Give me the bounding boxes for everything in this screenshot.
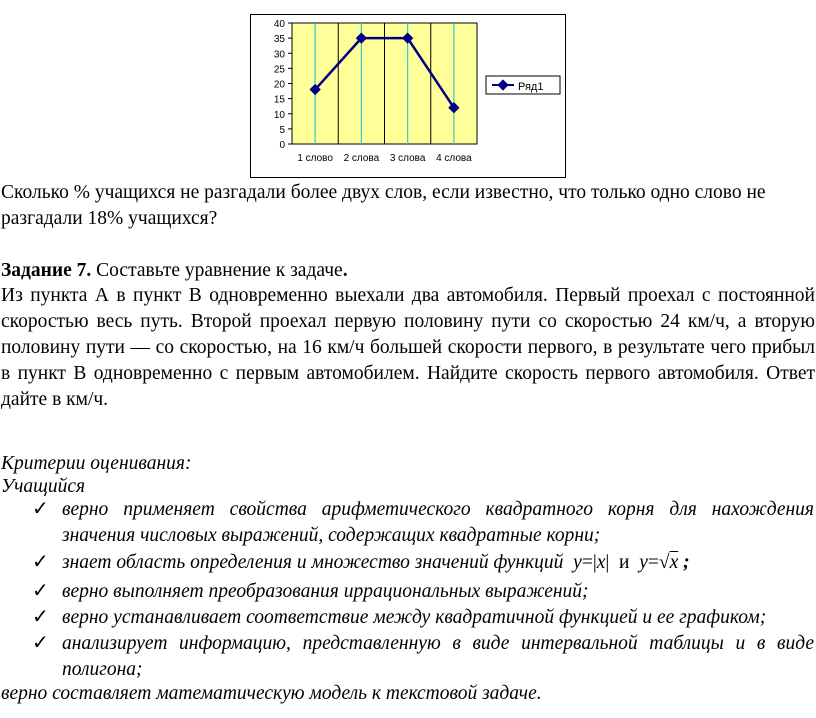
x-tick-label: 3 слова	[389, 153, 426, 164]
y-tick-label: 35	[273, 34, 285, 46]
y-tick-label: 20	[273, 79, 285, 91]
y-tick-label: 25	[273, 64, 285, 76]
formula-and: и	[619, 552, 630, 573]
check-icon: ✓	[32, 551, 49, 573]
formula-abs: y=|x|	[573, 552, 610, 573]
x-tick-label: 1 слово	[297, 153, 333, 164]
y-tick-label: 30	[273, 49, 285, 61]
y-tick-label: 0	[279, 140, 285, 151]
question-text: Сколько % учащихся не разгадали более двух слов, если известно, что только одно слово не разгадали 18% учащихся?	[1, 182, 766, 229]
criteria-final: верно составляет математическую модель к текстовой задаче.	[1, 683, 542, 704]
chart-svg	[250, 14, 566, 178]
criteria-item-5: анализирует информацию, представленную в виде интервальной таблицы и в виде полигона;	[62, 633, 814, 680]
criteria-heading: Критерии оценивания:	[1, 453, 192, 474]
check-icon: ✓	[32, 606, 49, 628]
y-tick-label: 15	[273, 94, 285, 106]
y-tick-label: 10	[273, 109, 285, 121]
criteria-item-2-text: знает область определения и множество значений функций	[62, 552, 564, 573]
formula-end: ;	[683, 552, 690, 573]
criteria-item-1: верно применяет свойства арифметического квадратного корня для нахождения значения числовых выражений, содержащих квадратные корни;	[62, 499, 814, 546]
check-icon: ✓	[32, 580, 49, 602]
task7-title: Задание 7.	[1, 260, 92, 281]
task7-subtitle: Составьте уравнение к задаче	[91, 260, 343, 281]
legend-label: Ряд1	[518, 81, 544, 93]
x-tick-label: 4 слова	[436, 153, 472, 164]
criteria-student: Учащийся	[1, 476, 86, 497]
y-tick-label: 5	[279, 124, 285, 136]
y-tick-label: 40	[273, 19, 285, 30]
task7-body: Из пункта А в пункт В одновременно выехали два автомобиля. Первый проехал с постоянной скоростью весь путь. Второй проехал первую половину пути со скоростью 24 км/ч, а вторую половину пути — со скоростью, на 16 км/ч большей скорости первого, в результате чего прибыл в пункт В одновременно с первым автомобилем. Найдите скорость первого автомобиля. Ответ дайте в км/ч.	[1, 285, 815, 410]
check-icon: ✓	[32, 632, 49, 654]
criteria-item-3: верно выполняет преобразования иррациональных выражений;	[62, 581, 589, 602]
task7-heading	[1, 258, 815, 284]
formula-sqrt: y=√x	[639, 552, 679, 573]
criteria-item-4: верно устанавливает соответствие между квадратичной функцией и ее графиком;	[62, 607, 767, 628]
task7-subtitle-end: .	[342, 260, 348, 281]
line-chart	[250, 14, 566, 178]
criteria-item-2	[62, 550, 814, 576]
check-icon: ✓	[32, 498, 49, 520]
x-tick-label: 2 слова	[343, 153, 380, 164]
